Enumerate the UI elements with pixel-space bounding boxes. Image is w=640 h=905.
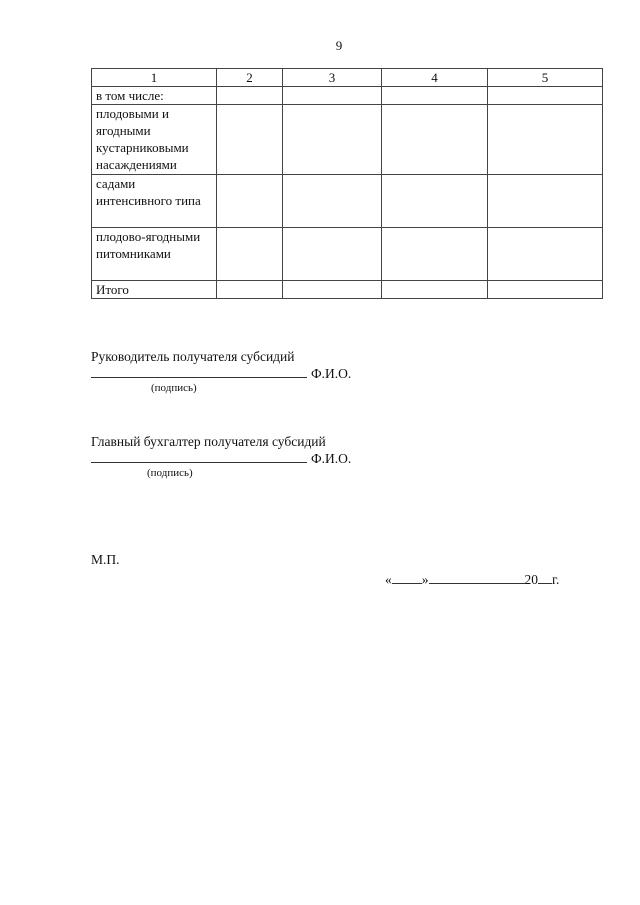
- signature-caption: (подпись): [147, 467, 193, 479]
- signature-line: [91, 365, 307, 378]
- date-year-prefix: 20: [524, 572, 538, 587]
- table-cell: [217, 228, 283, 281]
- table-header-row: [92, 69, 603, 87]
- row-label: садами интенсивного типа: [92, 175, 217, 228]
- signature-name-label: Ф.И.О.: [311, 366, 352, 381]
- table-row: [92, 175, 603, 228]
- table-cell: [217, 105, 283, 175]
- date-open-quote: «: [385, 572, 392, 587]
- table-row: [92, 87, 603, 105]
- page-number: 9: [335, 38, 343, 53]
- column-header: 1: [92, 69, 217, 87]
- table-cell: [382, 228, 488, 281]
- signature-caption: (подпись): [151, 382, 197, 394]
- row-label: в том числе:: [92, 87, 217, 105]
- signature-line-row: [91, 365, 351, 382]
- date-close-quote: »: [421, 572, 429, 587]
- column-header: 3: [283, 69, 382, 87]
- date-year-suffix: г.: [552, 572, 560, 587]
- table-cell: [382, 175, 488, 228]
- signature-line: [91, 450, 307, 463]
- table-cell: [488, 87, 603, 105]
- column-header: 2: [217, 69, 283, 87]
- date-year-blank: [538, 571, 552, 584]
- table-cell: [217, 87, 283, 105]
- date-line: [385, 571, 559, 588]
- table-cell: [382, 105, 488, 175]
- table-cell: [283, 281, 382, 299]
- table-cell: [283, 228, 382, 281]
- signature-title: Главный бухгалтер получателя субсидий: [91, 434, 326, 449]
- table-cell: [382, 281, 488, 299]
- table-cell: [283, 175, 382, 228]
- table-cell: [488, 281, 603, 299]
- table-cell: [488, 175, 603, 228]
- table-cell: [382, 87, 488, 105]
- table-row: [92, 228, 603, 281]
- table-cell: [488, 105, 603, 175]
- signature-title: Руководитель получателя субсидий: [91, 349, 295, 364]
- stamp-label: М.П.: [91, 552, 120, 567]
- signature-block-head: [91, 349, 351, 394]
- table-cell: [217, 175, 283, 228]
- signature-name-label: Ф.И.О.: [311, 451, 352, 466]
- row-label: плодовыми и ягодными кустарниковыми насаждениями: [92, 105, 217, 175]
- column-header: 4: [382, 69, 488, 87]
- date-day-blank: [392, 571, 422, 584]
- date-month-blank: [429, 571, 525, 584]
- column-header: 5: [488, 69, 603, 87]
- row-label: Итого: [92, 281, 217, 299]
- table-cell: [283, 87, 382, 105]
- row-label: плодово-ягодными питомниками: [92, 228, 217, 281]
- report-table: [91, 68, 603, 299]
- table-row-total: [92, 281, 603, 299]
- table-row: [92, 105, 603, 175]
- signature-block-accountant: [91, 434, 351, 479]
- table-cell: [488, 228, 603, 281]
- table-cell: [283, 105, 382, 175]
- signature-line-row: [91, 450, 351, 467]
- table-cell: [217, 281, 283, 299]
